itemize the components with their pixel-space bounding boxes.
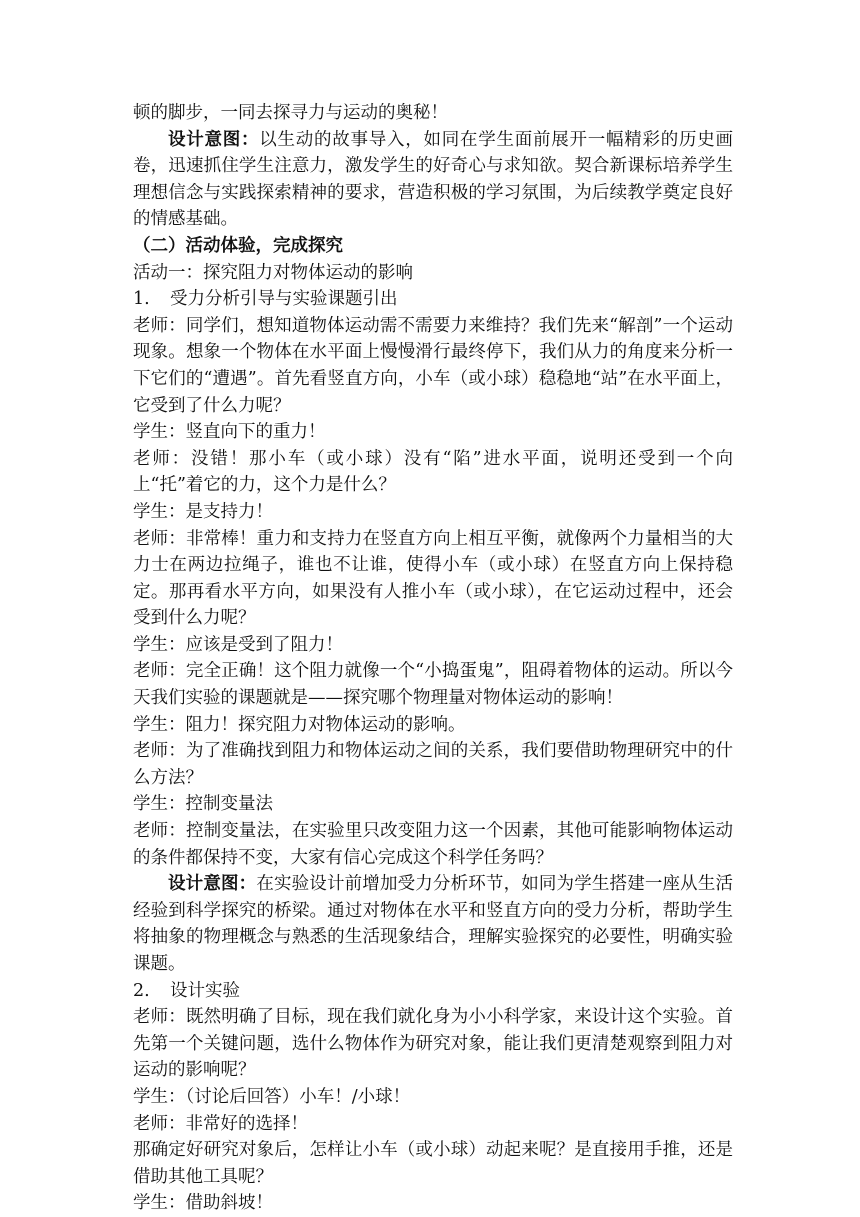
item-text: 设计实验 [170, 980, 240, 1001]
dialogue-line: 学生：（讨论后回答）小车！/小球！ [133, 1086, 411, 1107]
dialogue-line: 老师：为了准确找到阻力和物体运动之间的关系，我们要借助物理研究中的什么方法？ [133, 741, 733, 788]
dialogue-line: 那确定好研究对象后，怎样让小车（或小球）动起来呢？是直接用手推，还是借助其他工具呢？ [133, 1140, 733, 1187]
design-intent-paragraph-2 [133, 871, 733, 977]
dialogue-line: 学生：是支持力！ [133, 501, 273, 522]
dialogue-line: 老师：同学们，想知道物体运动需不需要力来维持？我们先来“解剖”一个运动现象。想象一个物体在水平面上慢慢滑行最终停下，我们从力的角度来分析一下它们的“遭遇”。首先看竖直方向，小车（或小球）稳稳地“站”在水平面上，它受到了什么力呢？ [133, 315, 733, 416]
dialogue-line: 老师：完全正确！这个阻力就像一个“小捣蛋鬼”，阻碍着物体的运动。所以今天我们实验的课题就是——探究哪个物理量对物体运动的影响！ [133, 661, 733, 709]
design-intent-paragraph-1 [133, 127, 733, 233]
numbered-item-2 [133, 978, 733, 1005]
item-text: 受力分析引导与实验课题引出 [170, 289, 398, 310]
item-number: 2. [133, 980, 150, 1001]
dialogue-line: 老师：控制变量法，在实验里只改变阻力这一个因素，其他可能影响物体运动的条件都保持不变，大家有信心完成这个科学任务吗？ [133, 821, 733, 868]
document-page [133, 100, 733, 1217]
numbered-item-1 [133, 286, 733, 313]
item-number: 1. [133, 289, 150, 310]
dialogue-line: 学生：阻力！探究阻力对物体运动的影响。 [133, 714, 466, 735]
design-intent-label: 设计意图： [168, 874, 257, 895]
paragraph-intro-end: 顿的脚步，一同去探寻力与运动的奥秘！ [133, 103, 448, 123]
dialogue-line: 学生：应该是受到了阻力！ [133, 634, 343, 655]
design-intent-label: 设计意图： [168, 129, 260, 150]
design-intent-text: 在实验设计前增加受力分析环节，如同为学生搭建一座从生活经验到科学探究的桥梁。通过对物体在水平和竖直方向的受力分析，帮助学生将抽象的物理概念与熟悉的生活现象结合，理解实验探究的必要性，明确实验课题。 [133, 874, 734, 974]
dialogue-line: 学生：借助斜坡！ [133, 1193, 273, 1214]
dialogue-line: 老师：既然明确了目标，现在我们就化身为小小科学家，来设计这个实验。首先第一个关键问题，选什么物体作为研究对象，能让我们更清楚观察到阻力对运动的影响呢？ [133, 1007, 733, 1081]
activity-title: 活动一：探究阻力对物体运动的影响 [133, 262, 413, 283]
design-intent-text: 以生动的故事导入，如同在学生面前展开一幅精彩的历史画卷，迅速抓住学生注意力，激发学生的好奇心与求知欲。契合新课标培养学生理想信念与实践探索精神的要求，营造积极的学习氛围，为后续教学奠定良好的情感基础。 [133, 129, 733, 230]
section-heading: （二）活动体验，完成探究 [133, 235, 343, 256]
dialogue-line: 老师：非常好的选择！ [133, 1113, 308, 1134]
dialogue-line: 学生：竖直向下的重力！ [133, 422, 326, 443]
dialogue-line: 老师：没错！那小车（或小球）没有“陷”进水平面，说明还受到一个向上“托”着它的力，这个力是什么？ [133, 448, 733, 496]
dialogue-line: 学生：控制变量法 [133, 794, 273, 815]
dialogue-line: 老师：非常棒！重力和支持力在竖直方向上相互平衡，就像两个力量相当的大力士在两边拉绳子，谁也不让谁，使得小车（或小球）在竖直方向上保持稳定。那再看水平方向，如果没有人推小车（或小球），在它运动过程中，还会受到什么力呢？ [133, 528, 733, 629]
